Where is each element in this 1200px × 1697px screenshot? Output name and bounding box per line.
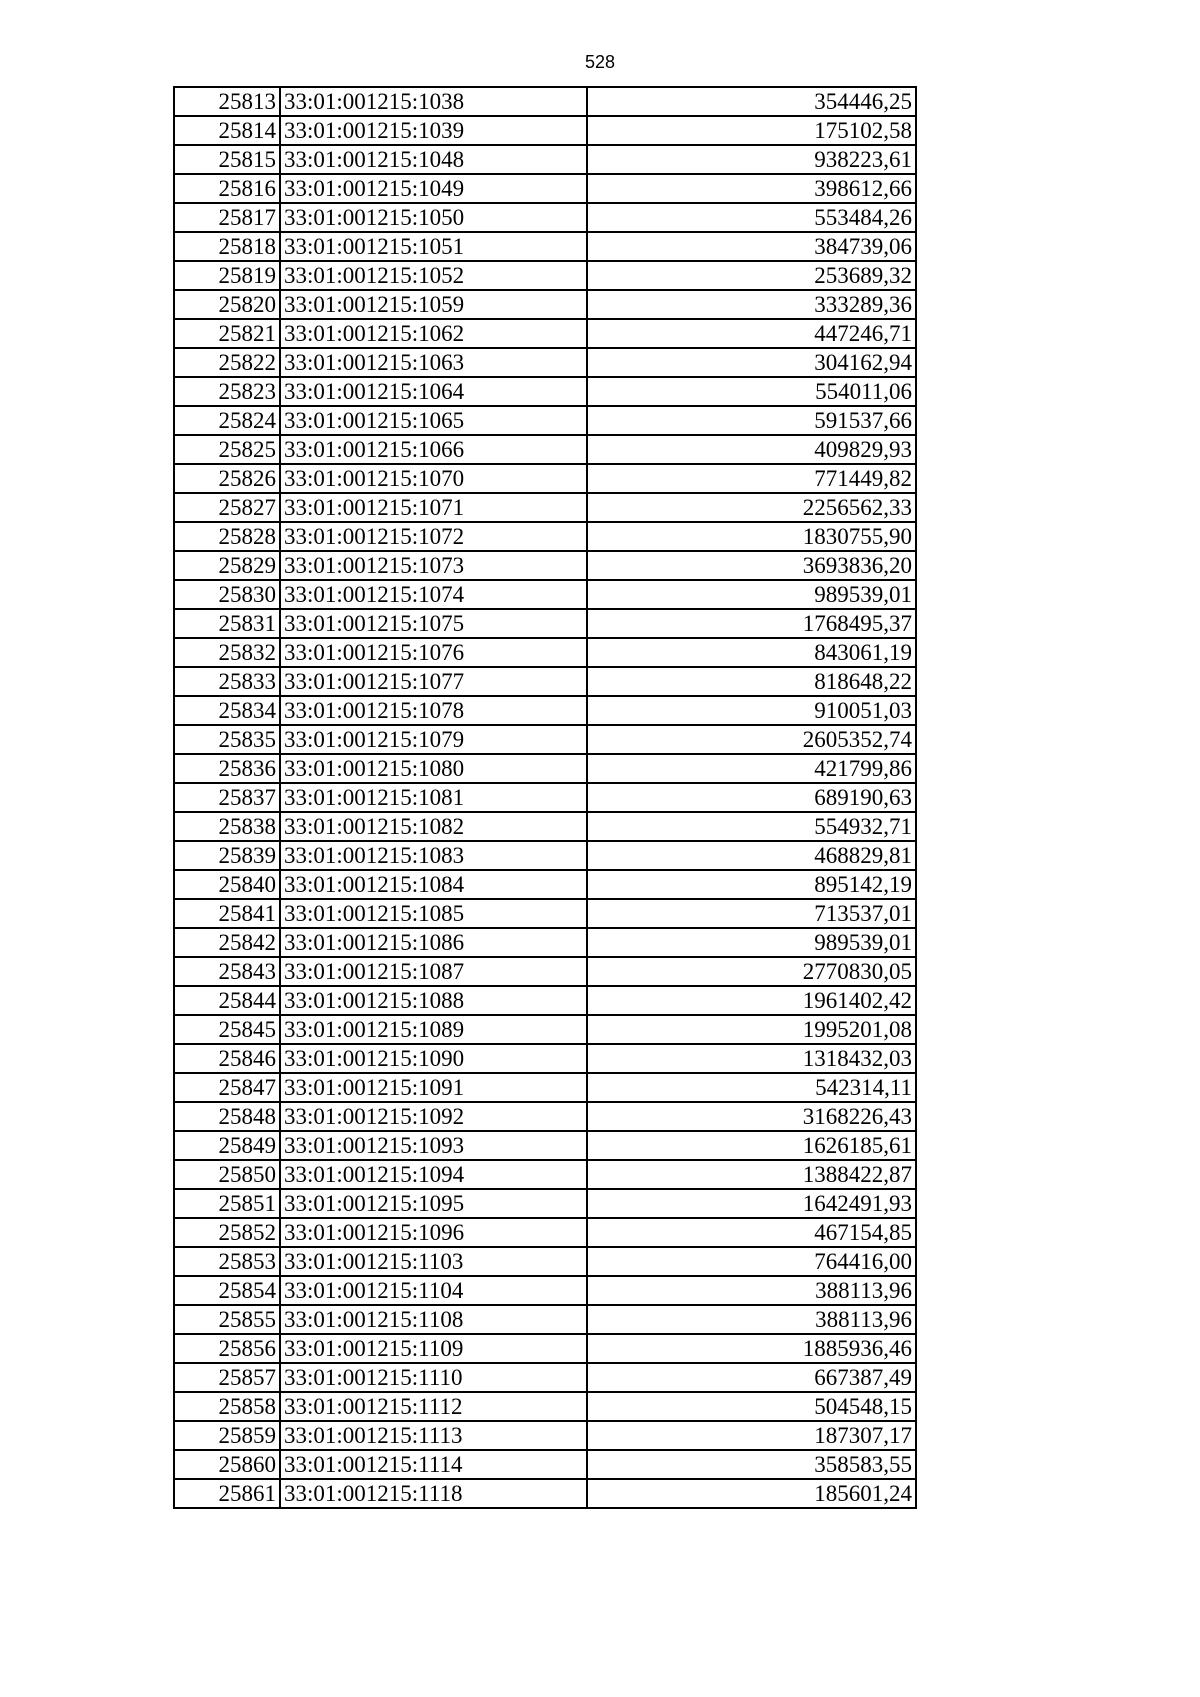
row-number-cell: 25833 (174, 667, 280, 696)
cadastral-number-cell: 33:01:001215:1113 (280, 1421, 587, 1450)
table-row (174, 551, 916, 580)
cadastral-number-cell: 33:01:001215:1080 (280, 754, 587, 783)
cadastral-value-cell: 843061,19 (587, 638, 916, 667)
cadastral-value-cell: 2770830,05 (587, 957, 916, 986)
cadastral-number-cell: 33:01:001215:1065 (280, 406, 587, 435)
cadastral-value-cell: 771449,82 (587, 464, 916, 493)
cadastral-value-cell: 818648,22 (587, 667, 916, 696)
cadastral-number-cell: 33:01:001215:1039 (280, 116, 587, 145)
table-row (174, 1102, 916, 1131)
cadastral-value-cell: 354446,25 (587, 87, 916, 116)
table-row (174, 957, 916, 986)
cadastral-number-cell: 33:01:001215:1049 (280, 174, 587, 203)
cadastral-value-cell: 2605352,74 (587, 725, 916, 754)
row-number-cell: 25850 (174, 1160, 280, 1189)
row-number-cell: 25848 (174, 1102, 280, 1131)
cadastral-number-cell: 33:01:001215:1077 (280, 667, 587, 696)
cadastral-number-cell: 33:01:001215:1104 (280, 1276, 587, 1305)
cadastral-number-cell: 33:01:001215:1050 (280, 203, 587, 232)
cadastral-value-cell: 333289,36 (587, 290, 916, 319)
cadastral-number-cell: 33:01:001215:1081 (280, 783, 587, 812)
table-row (174, 1479, 916, 1508)
cadastral-number-cell: 33:01:001215:1092 (280, 1102, 587, 1131)
row-number-cell: 25839 (174, 841, 280, 870)
cadastral-value-cell: 187307,17 (587, 1421, 916, 1450)
cadastral-number-cell: 33:01:001215:1074 (280, 580, 587, 609)
cadastral-value-cell: 388113,96 (587, 1276, 916, 1305)
cadastral-value-cell: 542314,11 (587, 1073, 916, 1102)
table-row (174, 464, 916, 493)
table-row (174, 1392, 916, 1421)
table-row (174, 319, 916, 348)
table-row (174, 696, 916, 725)
cadastral-number-cell: 33:01:001215:1063 (280, 348, 587, 377)
table-row (174, 87, 916, 116)
cadastral-number-cell: 33:01:001215:1114 (280, 1450, 587, 1479)
cadastral-number-cell: 33:01:001215:1118 (280, 1479, 587, 1508)
cadastral-number-cell: 33:01:001215:1110 (280, 1363, 587, 1392)
row-number-cell: 25854 (174, 1276, 280, 1305)
cadastral-value-cell: 388113,96 (587, 1305, 916, 1334)
table-row (174, 609, 916, 638)
cadastral-number-cell: 33:01:001215:1078 (280, 696, 587, 725)
cadastral-value-cell: 421799,86 (587, 754, 916, 783)
table-row (174, 1450, 916, 1479)
row-number-cell: 25844 (174, 986, 280, 1015)
row-number-cell: 25826 (174, 464, 280, 493)
cadastral-value-cell: 358583,55 (587, 1450, 916, 1479)
cadastral-number-cell: 33:01:001215:1091 (280, 1073, 587, 1102)
cadastral-number-cell: 33:01:001215:1088 (280, 986, 587, 1015)
cadastral-number-cell: 33:01:001215:1089 (280, 1015, 587, 1044)
cadastral-value-cell: 553484,26 (587, 203, 916, 232)
row-number-cell: 25856 (174, 1334, 280, 1363)
cadastral-value-cell: 1995201,08 (587, 1015, 916, 1044)
cadastral-number-cell: 33:01:001215:1082 (280, 812, 587, 841)
table-row (174, 783, 916, 812)
cadastral-value-cell: 175102,58 (587, 116, 916, 145)
cadastral-number-cell: 33:01:001215:1066 (280, 435, 587, 464)
cadastral-value-cell: 1961402,42 (587, 986, 916, 1015)
cadastral-value-cell: 938223,61 (587, 145, 916, 174)
table-row (174, 174, 916, 203)
cadastral-value-cell: 468829,81 (587, 841, 916, 870)
row-number-cell: 25823 (174, 377, 280, 406)
table-row (174, 1421, 916, 1450)
table-row (174, 667, 916, 696)
row-number-cell: 25857 (174, 1363, 280, 1392)
row-number-cell: 25813 (174, 87, 280, 116)
cadastral-number-cell: 33:01:001215:1051 (280, 232, 587, 261)
row-number-cell: 25821 (174, 319, 280, 348)
cadastral-value-cell: 253689,32 (587, 261, 916, 290)
table-row (174, 754, 916, 783)
cadastral-number-cell: 33:01:001215:1073 (280, 551, 587, 580)
table-row (174, 145, 916, 174)
table-row (174, 1160, 916, 1189)
table-row (174, 1363, 916, 1392)
cadastral-value-cell: 3168226,43 (587, 1102, 916, 1131)
cadastral-number-cell: 33:01:001215:1086 (280, 928, 587, 957)
table-row (174, 870, 916, 899)
table-row (174, 580, 916, 609)
table-row (174, 725, 916, 754)
row-number-cell: 25815 (174, 145, 280, 174)
row-number-cell: 25827 (174, 493, 280, 522)
row-number-cell: 25830 (174, 580, 280, 609)
row-number-cell: 25858 (174, 1392, 280, 1421)
cadastral-number-cell: 33:01:001215:1095 (280, 1189, 587, 1218)
cadastral-value-cell: 185601,24 (587, 1479, 916, 1508)
row-number-cell: 25851 (174, 1189, 280, 1218)
cadastral-number-cell: 33:01:001215:1052 (280, 261, 587, 290)
row-number-cell: 25825 (174, 435, 280, 464)
cadastral-number-cell: 33:01:001215:1038 (280, 87, 587, 116)
cadastral-number-cell: 33:01:001215:1112 (280, 1392, 587, 1421)
table-row (174, 493, 916, 522)
cadastral-number-cell: 33:01:001215:1072 (280, 522, 587, 551)
table-row (174, 261, 916, 290)
table-row (174, 928, 916, 957)
table-row (174, 986, 916, 1015)
cadastral-value-cell: 591537,66 (587, 406, 916, 435)
table-row (174, 1044, 916, 1073)
cadastral-value-cell: 1388422,87 (587, 1160, 916, 1189)
cadastral-number-cell: 33:01:001215:1071 (280, 493, 587, 522)
table-row (174, 377, 916, 406)
table-row (174, 1189, 916, 1218)
row-number-cell: 25831 (174, 609, 280, 638)
cadastral-value-cell: 304162,94 (587, 348, 916, 377)
row-number-cell: 25822 (174, 348, 280, 377)
row-number-cell: 25818 (174, 232, 280, 261)
row-number-cell: 25835 (174, 725, 280, 754)
table-row (174, 1305, 916, 1334)
row-number-cell: 25828 (174, 522, 280, 551)
row-number-cell: 25819 (174, 261, 280, 290)
cadastral-value-cell: 554932,71 (587, 812, 916, 841)
row-number-cell: 25855 (174, 1305, 280, 1334)
cadastral-value-cell: 3693836,20 (587, 551, 916, 580)
cadastral-number-cell: 33:01:001215:1108 (280, 1305, 587, 1334)
table-row (174, 116, 916, 145)
table-row (174, 1247, 916, 1276)
cadastral-number-cell: 33:01:001215:1062 (280, 319, 587, 348)
cadastral-number-cell: 33:01:001215:1085 (280, 899, 587, 928)
row-number-cell: 25836 (174, 754, 280, 783)
cadastral-value-cell: 989539,01 (587, 580, 916, 609)
cadastral-value-cell: 384739,06 (587, 232, 916, 261)
cadastral-value-cell: 2256562,33 (587, 493, 916, 522)
table-body (174, 87, 916, 1508)
cadastral-number-cell: 33:01:001215:1087 (280, 957, 587, 986)
cadastral-number-cell: 33:01:001215:1070 (280, 464, 587, 493)
row-number-cell: 25847 (174, 1073, 280, 1102)
table-row (174, 1276, 916, 1305)
table-row (174, 348, 916, 377)
cadastral-value-cell: 989539,01 (587, 928, 916, 957)
cadastral-number-cell: 33:01:001215:1096 (280, 1218, 587, 1247)
cadastral-value-cell: 764416,00 (587, 1247, 916, 1276)
cadastral-value-cell: 447246,71 (587, 319, 916, 348)
cadastral-value-cell: 504548,15 (587, 1392, 916, 1421)
cadastral-number-cell: 33:01:001215:1059 (280, 290, 587, 319)
table-row (174, 290, 916, 319)
cadastral-number-cell: 33:01:001215:1084 (280, 870, 587, 899)
row-number-cell: 25842 (174, 928, 280, 957)
row-number-cell: 25820 (174, 290, 280, 319)
row-number-cell: 25860 (174, 1450, 280, 1479)
cadastral-value-cell: 1768495,37 (587, 609, 916, 638)
cadastral-number-cell: 33:01:001215:1094 (280, 1160, 587, 1189)
cadastral-number-cell: 33:01:001215:1090 (280, 1044, 587, 1073)
cadastral-value-cell: 554011,06 (587, 377, 916, 406)
table-row (174, 203, 916, 232)
row-number-cell: 25829 (174, 551, 280, 580)
cadastral-value-cell: 398612,66 (587, 174, 916, 203)
row-number-cell: 25840 (174, 870, 280, 899)
cadastral-number-cell: 33:01:001215:1079 (280, 725, 587, 754)
cadastral-value-cell: 689190,63 (587, 783, 916, 812)
cadastral-value-cell: 667387,49 (587, 1363, 916, 1392)
row-number-cell: 25849 (174, 1131, 280, 1160)
table-row (174, 522, 916, 551)
row-number-cell: 25832 (174, 638, 280, 667)
row-number-cell: 25859 (174, 1421, 280, 1450)
table-row (174, 1015, 916, 1044)
cadastral-value-cell: 1830755,90 (587, 522, 916, 551)
row-number-cell: 25814 (174, 116, 280, 145)
table-row (174, 1218, 916, 1247)
row-number-cell: 25843 (174, 957, 280, 986)
cadastral-value-cell: 1318432,03 (587, 1044, 916, 1073)
table-row (174, 812, 916, 841)
cadastral-value-cell: 910051,03 (587, 696, 916, 725)
row-number-cell: 25837 (174, 783, 280, 812)
cadastral-value-cell: 1626185,61 (587, 1131, 916, 1160)
row-number-cell: 25834 (174, 696, 280, 725)
cadastral-value-cell: 409829,93 (587, 435, 916, 464)
cadastral-value-cell: 467154,85 (587, 1218, 916, 1247)
page-number: 528 (584, 52, 616, 72)
cadastral-number-cell: 33:01:001215:1109 (280, 1334, 587, 1363)
table-row (174, 232, 916, 261)
cadastral-number-cell: 33:01:001215:1075 (280, 609, 587, 638)
cadastral-number-cell: 33:01:001215:1048 (280, 145, 587, 174)
cadastral-value-cell: 1885936,46 (587, 1334, 916, 1363)
cadastral-number-cell: 33:01:001215:1076 (280, 638, 587, 667)
table-row (174, 1131, 916, 1160)
cadastral-number-cell: 33:01:001215:1064 (280, 377, 587, 406)
table-row (174, 899, 916, 928)
cadastral-value-cell: 1642491,93 (587, 1189, 916, 1218)
row-number-cell: 25861 (174, 1479, 280, 1508)
cadastral-number-cell: 33:01:001215:1093 (280, 1131, 587, 1160)
row-number-cell: 25845 (174, 1015, 280, 1044)
cadastral-value-table (173, 86, 917, 1509)
table-row (174, 841, 916, 870)
cadastral-value-cell: 713537,01 (587, 899, 916, 928)
table-row (174, 1334, 916, 1363)
cadastral-value-cell: 895142,19 (587, 870, 916, 899)
table-row (174, 1073, 916, 1102)
row-number-cell: 25841 (174, 899, 280, 928)
row-number-cell: 25816 (174, 174, 280, 203)
table-row (174, 638, 916, 667)
table-row (174, 435, 916, 464)
row-number-cell: 25838 (174, 812, 280, 841)
table-row (174, 406, 916, 435)
cadastral-number-cell: 33:01:001215:1103 (280, 1247, 587, 1276)
row-number-cell: 25853 (174, 1247, 280, 1276)
row-number-cell: 25817 (174, 203, 280, 232)
row-number-cell: 25852 (174, 1218, 280, 1247)
cadastral-number-cell: 33:01:001215:1083 (280, 841, 587, 870)
row-number-cell: 25824 (174, 406, 280, 435)
row-number-cell: 25846 (174, 1044, 280, 1073)
